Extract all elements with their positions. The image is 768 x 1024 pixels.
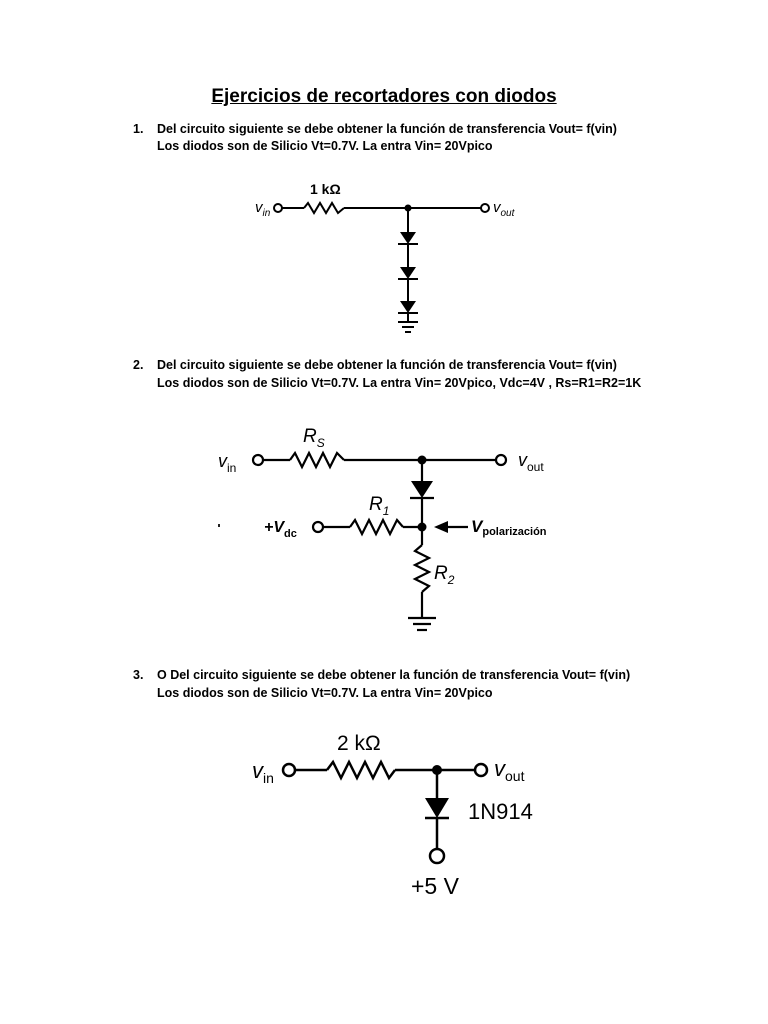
resistor-symbol [327, 762, 395, 778]
diode-symbol [400, 232, 416, 244]
svg-text:RS: $R_S$ [303, 426, 325, 450]
svg-text:vout: $v_{out}$ [493, 199, 515, 219]
svg-text:vin: $v_{in}$ [255, 199, 271, 219]
diode-symbol [400, 267, 416, 279]
exercise-number: 3. [133, 668, 144, 682]
junction-dot [405, 205, 412, 212]
svg-text:vin: $v_{in}$ [218, 451, 237, 475]
diode-part-label: 1N914 [468, 799, 533, 824]
exercise-conditions: Los diodos son de Silicio Vt=0.7V. La entra Vin= 20Vpico [157, 686, 493, 700]
vin-label: v [255, 199, 263, 216]
exercise-conditions: Los diodos son de Silicio Vt=0.7V. La entra Vin= 20Vpico [157, 139, 493, 153]
exercise-number: 1. [133, 122, 144, 136]
svg-text:Vpolarización: Vpolarización [471, 517, 547, 538]
resistor-rs-symbol [290, 453, 344, 467]
circuit-2-diagram [210, 415, 600, 640]
vin-terminal [274, 204, 282, 212]
svg-text:R2: $R_2$ [434, 563, 455, 587]
vout-label: v [494, 756, 505, 781]
vdc-label: +V [264, 519, 285, 536]
page-title: Ejercicios de recortadores con diodos [211, 86, 557, 107]
resistor-value-label: 1 kΩ [310, 181, 341, 197]
exercise-statement: Del circuito siguiente se debe obtener la función de transferencia Vout= f(vin) [157, 122, 617, 136]
vout-label: v [518, 450, 527, 470]
svg-text:vout: $v_{out}$ [494, 756, 525, 784]
exercise-conditions: Los diodos son de Silicio Vt=0.7V. La entra Vin= 20Vpico, Vdc=4V , Rs=R1=R2=1K [157, 376, 642, 390]
circuit-3-diagram [245, 725, 565, 900]
svg-text:+Vdc: $+V_{dc}$ [264, 519, 297, 540]
vpolarizacion-label: V [471, 517, 483, 536]
r1-label: R [369, 494, 383, 515]
exercise-number: 2. [133, 358, 144, 372]
resistor-symbol [304, 203, 344, 213]
svg-text:vin: $v_{in}$ [252, 758, 274, 786]
vout-terminal [475, 764, 487, 776]
exercise-statement: Del circuito siguiente se debe obtener la función de transferencia Vout= f(vin) [157, 358, 617, 372]
vin-terminal [253, 455, 263, 465]
junction-dot [418, 456, 427, 465]
resistor-r1-symbol [350, 520, 403, 534]
svg-text:R1: $R_1$ [369, 494, 390, 518]
arrow-icon [434, 521, 448, 533]
diode-symbol [425, 798, 449, 818]
junction-dot [432, 765, 442, 775]
exercise-statement: O Del circuito siguiente se debe obtener la función de transferencia Vout= f(vin) [157, 668, 631, 682]
vout-label: v [493, 199, 501, 216]
vout-terminal [496, 455, 506, 465]
r2-label: R [434, 563, 448, 584]
diode-symbol [400, 301, 416, 313]
vdc-terminal [313, 522, 323, 532]
vin-label: v [218, 451, 227, 471]
vin-label: v [252, 758, 263, 783]
vout-terminal [481, 204, 489, 212]
svg-text:vout: $v_{out}$ [518, 450, 544, 474]
vin-terminal [283, 764, 295, 776]
resistor-r2-symbol [415, 545, 429, 592]
diode-symbol [411, 481, 433, 498]
circuit-1-diagram [240, 170, 530, 350]
supply-terminal [430, 849, 444, 863]
supply-voltage-label: +5 V [411, 873, 459, 899]
rs-label: R [303, 426, 317, 447]
junction-dot [418, 523, 427, 532]
resistor-value-label: 2 kΩ [337, 732, 381, 755]
